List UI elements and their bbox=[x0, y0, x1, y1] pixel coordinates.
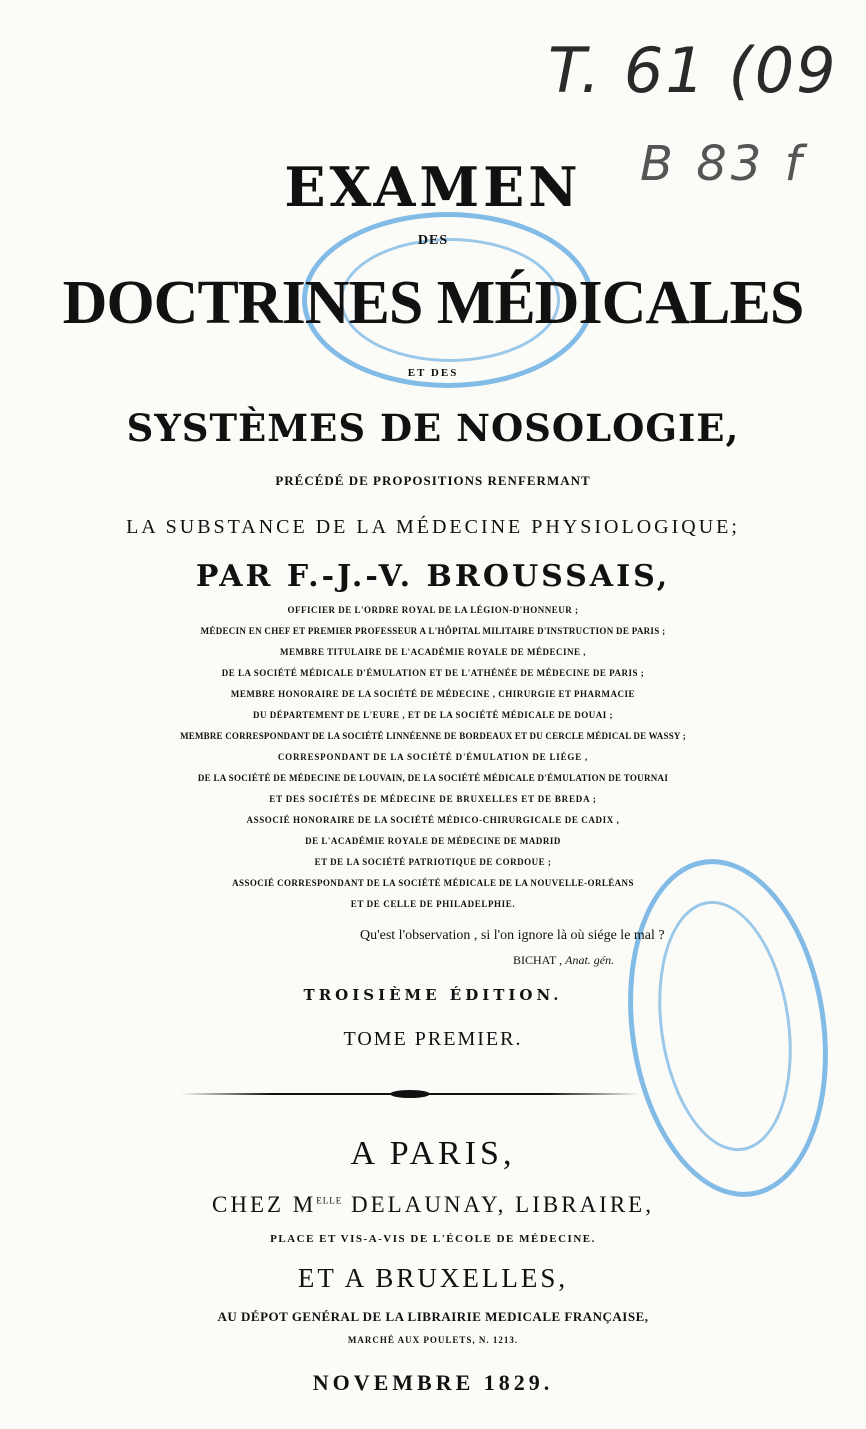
imprint-a-paris: A PARIS, bbox=[350, 1135, 516, 1172]
author-title-line: ASSOCIÉ HONORAIRE DE LA SOCIÉTÉ MÉDICO-CHIRURGICALE DE CADIX , bbox=[246, 815, 620, 825]
imprint-delaunay: DELAUNAY, LIBRAIRE, bbox=[342, 1192, 654, 1217]
author-title-line: MEMBRE HONORAIRE DE LA SOCIÉTÉ DE MÉDECINE , CHIRURGIE ET PHARMACIE bbox=[230, 689, 636, 699]
epigraph-source: Anat. gén. bbox=[565, 953, 615, 967]
author-name: PAR F.-J.-V. BROUSSAIS, bbox=[195, 559, 671, 594]
epigraph-author: BICHAT , bbox=[513, 953, 563, 967]
imprint-chez: CHEZ M bbox=[212, 1192, 317, 1217]
tome: TOME PREMIER. bbox=[343, 1028, 523, 1050]
subtitle-substance: LA SUBSTANCE DE LA MÉDECINE PHYSIOLOGIQUE; bbox=[126, 516, 740, 538]
call-number-line2: B 83 f bbox=[640, 136, 806, 192]
epigraph-attribution bbox=[513, 954, 614, 966]
imprint-marche: MARCHÉ AUX POULETS, N. 1213. bbox=[347, 1335, 519, 1345]
title-doctrines-medicales: DOCTRINES MÉDICALES bbox=[62, 269, 804, 337]
epigraph-quote: Qu'est l'observation , si l'on ignore là où siége le mal ? bbox=[360, 928, 665, 943]
title-examen: EXAMEN bbox=[284, 155, 582, 219]
title-des: DES bbox=[417, 233, 449, 248]
author-title-line: ET DE LA SOCIÉTÉ PATRIOTIQUE DE CORDOUE ; bbox=[314, 857, 552, 867]
title-et-des: ET DES bbox=[407, 367, 459, 379]
author-title-line: ET DE CELLE DE PHILADELPHIE. bbox=[350, 899, 516, 909]
subtitle-precede: PRÉCÉDÉ DE PROPOSITIONS RENFERMANT bbox=[275, 473, 591, 488]
imprint-chez-superscript: ELLE bbox=[316, 1195, 343, 1206]
author-title-line: MEMBRE TITULAIRE DE L'ACADÉMIE ROYALE DE MÉDECINE , bbox=[279, 647, 587, 657]
author-title-line: MEMBRE CORRESPONDANT DE LA SOCIÉTÉ LINNÉENNE DE BORDEAUX ET DU CERCLE MÉDICAL DE WASSY ; bbox=[180, 731, 686, 741]
imprint-publisher bbox=[0, 1193, 866, 1216]
edition: TROISIÈME ÉDITION. bbox=[303, 986, 563, 1004]
imprint-depot: AU DÉPOT GENÉRAL DE LA LIBRAIRIE MEDICALE FRANÇAISE, bbox=[217, 1309, 649, 1324]
author-title-line: DE L'ACADÉMIE ROYALE DE MÉDECINE DE MADRID bbox=[305, 836, 561, 846]
author-title-line: CORRESPONDANT DE LA SOCIÉTÉ D'ÉMULATION DE LIÉGE , bbox=[277, 752, 589, 762]
imprint-date: NOVEMBRE 1829. bbox=[312, 1370, 554, 1395]
call-number-line1: T. 61 (09 bbox=[548, 34, 838, 107]
author-title-line: ASSOCIÉ CORRESPONDANT DE LA SOCIÉTÉ MÉDICALE DE LA NOUVELLE-ORLÉANS bbox=[232, 878, 634, 888]
title-systemes: SYSTÈMES DE NOSOLOGIE, bbox=[126, 406, 740, 450]
imprint-bruxelles: ET A BRUXELLES, bbox=[297, 1263, 569, 1293]
author-title-line: DE LA SOCIÉTÉ MÉDICALE D'ÉMULATION ET DE L'ATHÉNÉE DE MÉDECINE DE PARIS ; bbox=[221, 668, 645, 678]
author-title-line: DU DÉPARTEMENT DE L'EURE , ET DE LA SOCIÉTÉ MÉDICALE DE DOUAI ; bbox=[253, 710, 613, 720]
author-title-line: MÉDECIN EN CHEF ET PREMIER PROFESSEUR A L'HÔPITAL MILITAIRE D'INSTRUCTION DE PARIS ; bbox=[200, 626, 666, 636]
author-title-line: DE LA SOCIÉTÉ DE MÉDECINE DE LOUVAIN, DE LA SOCIÉTÉ MÉDICALE D'ÉMULATION DE TOURNAI bbox=[197, 773, 669, 783]
imprint-place: PLACE ET VIS-A-VIS DE L'ÉCOLE DE MÉDECINE. bbox=[270, 1233, 596, 1245]
author-title-line: OFFICIER DE L'ORDRE ROYAL DE LA LÉGION-D'HONNEUR ; bbox=[287, 605, 579, 615]
ornamental-rule bbox=[180, 1090, 640, 1098]
author-title-line: ET DES SOCIÉTÉS DE MÉDECINE DE BRUXELLES ET DE BREDA ; bbox=[269, 794, 597, 804]
